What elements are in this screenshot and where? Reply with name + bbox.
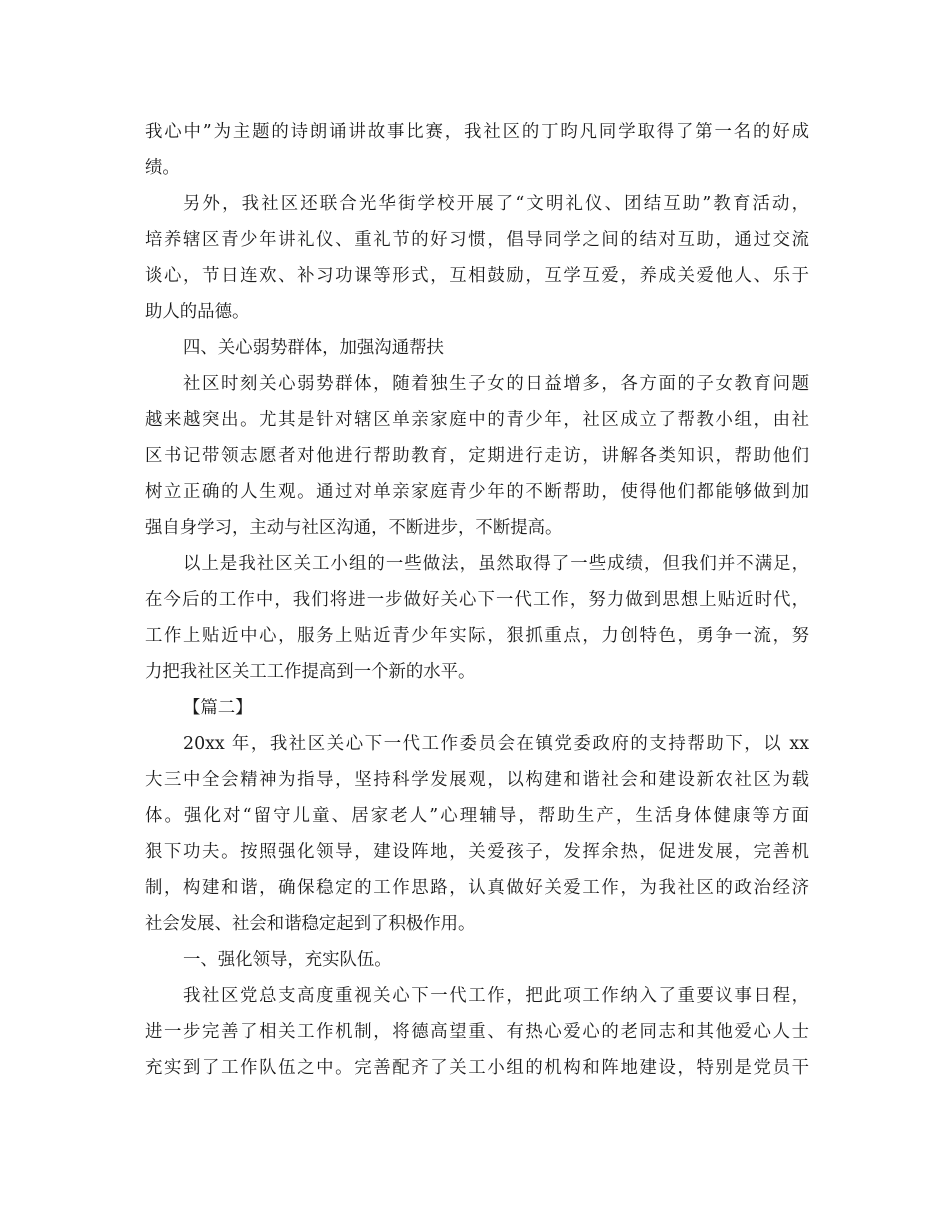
text-line: 谈心，节日连欢、补习功课等形式，互相鼓励，互学互爱，养成关爱他人、乐于: [145, 266, 809, 286]
document-body: [145, 114, 809, 1086]
section-heading: 【篇二】: [183, 698, 253, 718]
text-line: 强自身学习，主动与社区沟通，不断进步，不断提高。: [145, 518, 563, 538]
paragraph-start-line: 以上是我社区关工小组的一些做法，虽然取得了一些成绩，但我们并不满足，: [183, 554, 809, 574]
text-line: 狠下功夫。按照强化领导，建设阵地，关爱孩子，发挥余热，促进发展，完善机: [145, 842, 809, 862]
text-line: 树立正确的人生观。通过对单亲家庭青少年的不断帮助，使得他们都能够做到加: [145, 482, 809, 502]
text-line: 越来越突出。尤其是针对辖区单亲家庭中的青少年，社区成立了帮教小组，由社: [145, 410, 809, 430]
text-line: 充实到了工作队伍之中。完善配齐了关工小组的机构和阵地建设，特别是党员干: [145, 1058, 809, 1078]
text-line: 进一步完善了相关工作机制，将德高望重、有热心爱心的老同志和其他爱心人士: [145, 1022, 809, 1042]
text-line: 培养辖区青少年讲礼仪、重礼节的好习惯，倡导同学之间的结对互助，通过交流: [145, 230, 809, 250]
text-line: 在今后的工作中，我们将进一步做好关心下一代工作，努力做到思想上贴近时代，: [145, 590, 809, 610]
text-line: 工作上贴近中心，服务上贴近青少年实际，狠抓重点，力创特色，勇争一流，努: [145, 626, 809, 646]
section-heading: 四、关心弱势群体，加强沟通帮扶: [183, 338, 444, 358]
paragraph-start-line: 我社区党总支高度重视关心下一代工作，把此项工作纳入了重要议事日程，: [183, 986, 809, 1006]
paragraph-start-line: 社区时刻关心弱势群体，随着独生子女的日益增多，各方面的子女教育问题: [183, 374, 809, 394]
text-line: 制，构建和谐，确保稳定的工作思路，认真做好关爱工作，为我社区的政治经济: [145, 878, 809, 898]
text-line: 体。强化对“留守儿童、居家老人”心理辅导，帮助生产，生活身体健康等方面: [145, 806, 809, 826]
text-line: 绩。: [145, 158, 180, 178]
section-heading: 一、强化领导，充实队伍。: [183, 950, 392, 970]
text-line: 力把我社区关工工作提高到一个新的水平。: [145, 662, 476, 682]
text-line: 社会发展、社会和谐稳定起到了积极作用。: [145, 914, 476, 934]
text-line: 我心中”为主题的诗朗诵讲故事比赛，我社区的丁昀凡同学取得了第一名的好成: [145, 122, 809, 142]
text-line: 大三中全会精神为指导，坚持科学发展观，以构建和谐社会和建设新农社区为载: [145, 770, 809, 790]
text-line: 区书记带领志愿者对他进行帮助教育，定期进行走访，讲解各类知识，帮助他们: [145, 446, 809, 466]
text-line: 助人的品德。: [145, 302, 250, 322]
paragraph-start-line: 20xx 年，我社区关心下一代工作委员会在镇党委政府的支持帮助下，以 xx: [183, 734, 809, 754]
paragraph-start-line: 另外，我社区还联合光华街学校开展了“文明礼仪、团结互助”教育活动，: [183, 194, 809, 214]
